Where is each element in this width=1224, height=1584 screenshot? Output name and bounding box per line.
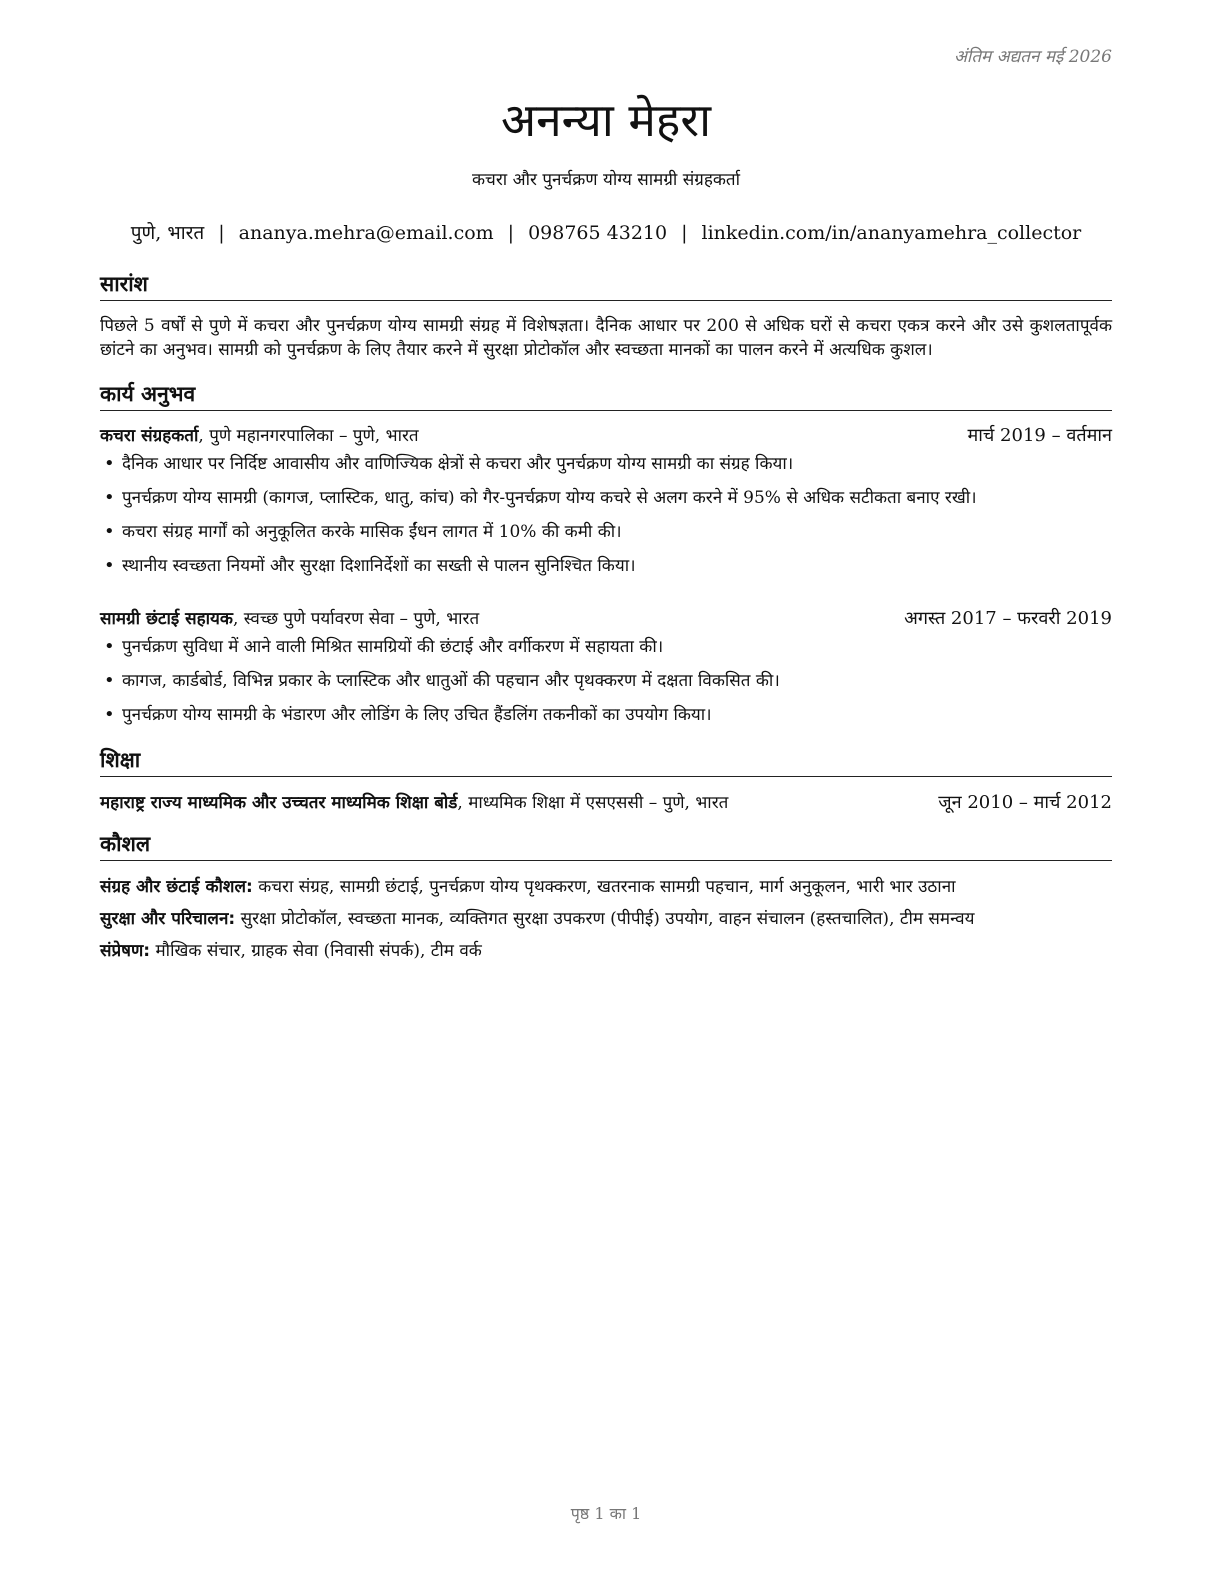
education-heading: शिक्षा (100, 746, 1112, 777)
candidate-name: अनन्या मेहरा (500, 93, 712, 147)
skill-group-label: संग्रह और छंटाई कौशल: (100, 877, 253, 897)
job-org: , पुणे महानगरपालिका – पुणे, भारत (198, 426, 419, 446)
list-item: • दैनिक आधार पर निर्दिष्ट आवासीय और वाणिज्यिक क्षेत्रों से कचरा और पुनर्चक्रण योग्य सामग्री का संग्रह किया। (100, 452, 1112, 486)
list-item: • कागज, कार्डबोर्ड, विभिन्न प्रकार के प्लास्टिक और धातुओं की पहचान और पृथक्करण में दक्षता विकसित की। (100, 669, 1112, 703)
education-detail: , माध्यमिक शिक्षा में एसएससी – पुणे, भारत (457, 793, 729, 813)
job-bullets (100, 452, 1112, 588)
job-header (100, 423, 1112, 447)
summary-text: पिछले 5 वर्षों से पुणे में कचरा और पुनर्चक्रण योग्य सामग्री संग्रह में विशेषज्ञता। दैनिक आधार पर 200 से अधिक घरों से कचरा एकत्र करने और उसे कुशलतापूर्वक छांटने का अनुभव। सामग्री को पुनर्चक्रण के लिए तैयार करने में सुरक्षा प्रोटोकॉल और स्वच्छता मानकों का पालन करने में अत्यधिक कुशल। (100, 316, 1112, 360)
list-item: • पुनर्चक्रण योग्य सामग्री (कागज, प्लास्टिक, धातु, कांच) को गैर-पुनर्चक्रण योग्य कचरे से अलग करने में 95% से अधिक सटीकता बनाए रखी। (100, 486, 1112, 520)
job-header (100, 606, 1112, 630)
skill-group-items: मौखिक संचार, ग्राहक सेवा (निवासी संपर्क), टीम वर्क (150, 941, 482, 961)
contact-separator: | (507, 222, 515, 244)
list-item: • कचरा संग्रह मार्गों को अनुकूलित करके मासिक ईंधन लागत में 10% की कमी की। (100, 520, 1112, 554)
job-org: , स्वच्छ पुणे पर्यावरण सेवा – पुणे, भारत (232, 609, 480, 629)
skill-group-items: कचरा संग्रह, सामग्री छंटाई, पुनर्चक्रण योग्य पृथक्करण, खतरनाक सामग्री पहचान, मार्ग अनुकूलन, भारी भार उठाना (252, 877, 956, 897)
contact-phone: 098765 43210 (528, 222, 668, 244)
skill-group (100, 906, 1112, 936)
job-bullets (100, 635, 1112, 737)
contact-email[interactable]: ananya.mehra@email.com (238, 222, 494, 244)
education-entry (100, 790, 1112, 814)
job-dates: अगस्त 2017 – फरवरी 2019 (904, 608, 1112, 629)
page-number: पृष्ठ 1 का 1 (570, 1504, 642, 1523)
job-role: कचरा संग्रहकर्ता (100, 426, 199, 446)
education-institution: महाराष्ट्र राज्य माध्यमिक और उच्चतर माध्यमिक शिक्षा बोर्ड (100, 793, 458, 813)
contact-separator: | (681, 222, 688, 244)
contact-location: पुणे, भारत (130, 222, 205, 244)
list-item: • पुनर्चक्रण सुविधा में आने वाली मिश्रित सामग्रियों की छंटाई और वर्गीकरण में सहायता की। (100, 635, 1112, 669)
summary-heading: सारांश (100, 270, 1112, 301)
skills-heading: कौशल (100, 830, 1112, 861)
list-item: • पुनर्चक्रण योग्य सामग्री के भंडारण और लोडिंग के लिए उचित हैंडलिंग तकनीकों का उपयोग किया। (100, 703, 1112, 737)
contact-separator: | (218, 222, 225, 244)
skill-group-items: सुरक्षा प्रोटोकॉल, स्वच्छता मानक, व्यक्तिगत सुरक्षा उपकरण (पीपीई) उपयोग, वाहन संचालन (हस्तचालित), टीम समन्वय (235, 909, 975, 929)
skill-group-label: संप्रेषण: (100, 941, 151, 961)
contact-line (100, 219, 1112, 245)
job-role: सामग्री छंटाई सहायक (100, 609, 233, 629)
last-updated: अंतिम अद्यतन मई 2026 (953, 47, 1112, 67)
contact-linkedin[interactable]: linkedin.com/in/ananyamehra_collector (701, 222, 1082, 244)
resume-page (100, 0, 1112, 1584)
job-dates: मार्च 2019 – वर्तमान (967, 425, 1112, 446)
education-dates: जून 2010 – मार्च 2012 (938, 792, 1112, 813)
skill-group (100, 938, 1112, 968)
skill-group-label: सुरक्षा और परिचालन: (100, 909, 236, 929)
list-item: • स्थानीय स्वच्छता नियमों और सुरक्षा दिशानिर्देशों का सख्ती से पालन सुनिश्चित किया। (100, 554, 1112, 588)
experience-heading: कार्य अनुभव (100, 380, 1112, 411)
job-title: कचरा और पुनर्चक्रण योग्य सामग्री संग्रहकर्ता (471, 170, 740, 190)
skill-group (100, 874, 1112, 904)
